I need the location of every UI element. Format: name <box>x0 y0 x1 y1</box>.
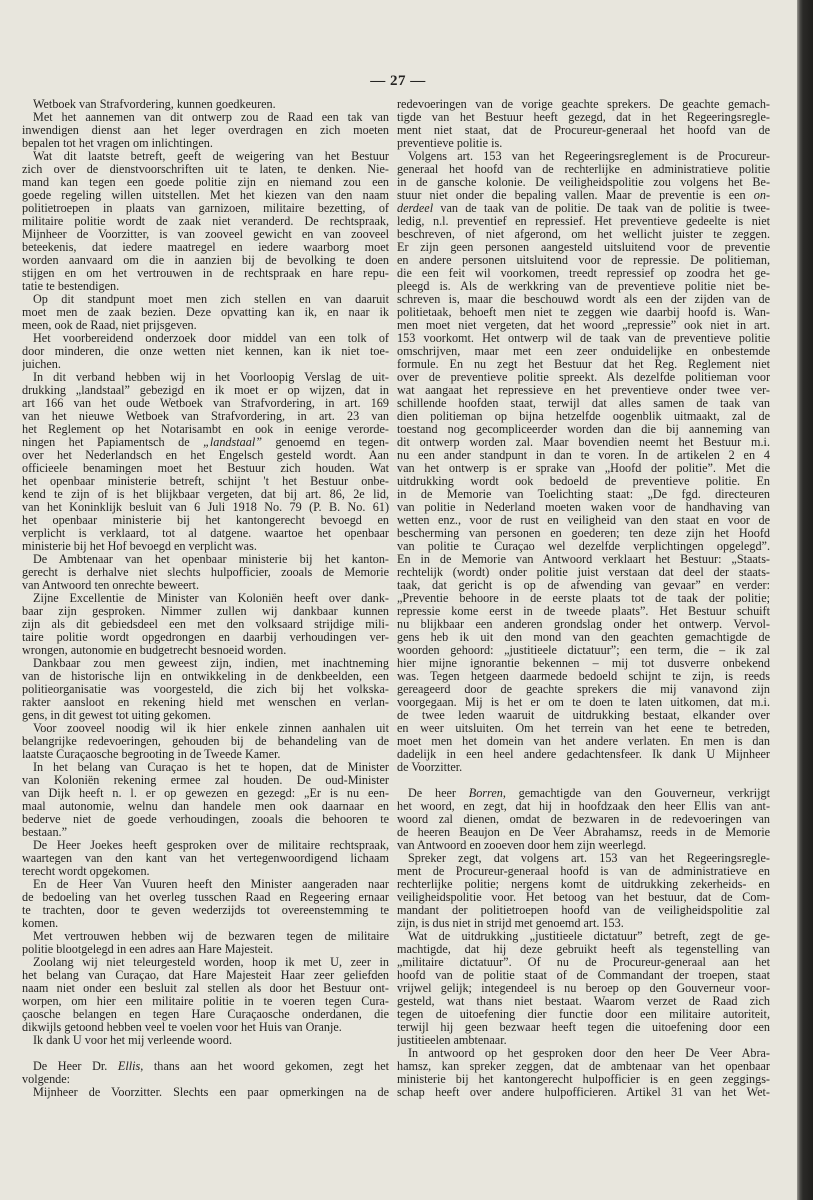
text-line: te trachten, door te geven wederzijds tot overeenstemming te <box>22 904 389 917</box>
paragraph <box>22 761 389 839</box>
text-line: goede regeling willen uitstellen. Met het kiezen van den naam <box>22 189 389 202</box>
text-line: In het belang van Curaçao is het te hopen, dat de Minister <box>33 761 389 774</box>
text-line: pleegd is. Als de werkkring van de preventieve politie niet be- <box>397 280 770 293</box>
text-segment: stuur niet onder die bepaling vallen. Maar de preventie is een <box>397 189 754 202</box>
text-line: beschreven, of niet afgerond, om het wellicht juister te zeggen. <box>397 228 770 241</box>
paragraph <box>22 1034 389 1047</box>
text-line: van het ontwerp is er sprake van „Hoofd der politie”. Met die <box>397 462 770 475</box>
text-line: De Ambtenaar van het openbaar ministerie bij het kanton- <box>33 553 389 566</box>
text-line: Met het aannemen van dit ontwerp zou de Raad een tak van <box>33 111 389 124</box>
text-line: mand kan tegen een goede politie zijn en niemand zou een <box>22 176 389 189</box>
text-line: worden aanvaard om die in aanzien bij de bevolking te doen <box>22 254 389 267</box>
italic-text: derdeel <box>397 202 434 215</box>
text-line: hamsz, kan spreker zeggen, dat de ambtenaar van het openbaar <box>397 1060 770 1073</box>
paragraph <box>397 150 770 774</box>
paragraph <box>22 293 389 332</box>
text-line: verplicht is verklaard, tot al datgene. waartoe het openbaar <box>22 527 389 540</box>
text-line: men moet niet vergeten, dat het woord „repressie” ook niet in art. <box>397 319 770 332</box>
text-line: belangrijke redevoeringen, gehouden bij de behandeling van de <box>22 735 389 748</box>
paragraph <box>22 371 389 553</box>
text-line: van Dijk heeft n. l. er op gewezen en gezegd: „Er is nu een- <box>22 787 389 800</box>
text-line: rechtelijk (wordt) onder politie juist verstaan dat deel der staats- <box>397 566 770 579</box>
text-line: maal autonomie, welnu dan handele men ook daarnaar en <box>22 800 389 813</box>
text-line: En in de Memorie van Antwoord verklaart het Bestuur: „Staats- <box>397 553 770 566</box>
paragraph <box>22 553 389 592</box>
text-line: ment de Procureur-generaal hoofd is van de administratieve en <box>397 865 770 878</box>
text-line: Ik dank U voor het mij verleende woord. <box>33 1034 233 1047</box>
text-line: tigde van het Bestuur heeft gezegd, dat in het Regeeringsregle- <box>397 111 770 124</box>
text-line: hoofd van de politie staat of de Commandant der troepen, staat <box>397 969 770 982</box>
paragraph <box>397 98 770 150</box>
text-line: omschrijven, maar met een zeer onduidelijke en onbestemde <box>397 345 770 358</box>
paragraph <box>22 722 389 761</box>
text-line: bederve niet de goede verhoudingen, zooals die behooren te <box>22 813 389 826</box>
paragraph <box>22 111 389 150</box>
text-line: beteekenis, dat iedere maatregel en iedere waarborg moet <box>22 241 389 254</box>
paragraph <box>22 1086 389 1099</box>
text-line: inwendigen dienst aan het leger overdragen en zich moeten <box>22 124 389 137</box>
text-line <box>22 436 389 449</box>
text-line: dikwijls getoond hebben veel te voelen voor het Huis van Oranje. <box>22 1021 342 1034</box>
text-line: preventieve politie is. <box>397 137 503 150</box>
italic-text: Borren <box>468 787 503 800</box>
text-line: In dit verband hebben wij in het Voorloopig Verslag de uit- <box>33 371 389 384</box>
text-line: moet men de zaak bezien. Deze opvatting kan ik, en naar ik <box>22 306 389 319</box>
text-line: die een feit wil voorkomen, treedt repressief op zoodra het ge- <box>397 267 770 280</box>
text-line: Voor zooveel noodig wil ik hier enkele zinnen aanhalen uit <box>33 722 389 735</box>
text-segment: , gemachtigde van den Gouverneur, verkrijgt <box>502 787 770 800</box>
italic-text: „landstaal” <box>203 436 262 449</box>
paragraph <box>22 956 389 1034</box>
text-line: Het voorbereidend onderzoek door middel van een tolk of <box>33 332 389 345</box>
text-line: schap heeft over andere hulpofficieren. Artikel 31 van het Wet- <box>397 1086 770 1099</box>
text-line: en andere personen uitsluitend voor de repressie. De politieman, <box>397 254 770 267</box>
text-line: baar zijn gesproken. Nimmer zullen wij dankbaar kunnen <box>22 605 389 618</box>
paragraph <box>22 98 389 111</box>
text-line: politietroepen in plaats van garnizoen, militaire bezetting, of <box>22 202 389 215</box>
text-line: gerecht is derhalve niet slechts hulpofficier, zooals de Memorie <box>22 566 389 579</box>
speaker-paragraph <box>397 787 770 852</box>
text-line: gens heb ik uit den mond van den geachten gemachtigde de <box>397 631 770 644</box>
text-line <box>22 1060 389 1073</box>
text-segment: De Heer Dr. <box>33 1060 118 1073</box>
text-line: moet men het domein van het andere verlaten. En men is dan <box>397 735 770 748</box>
text-line: van Antwoord en zooeven door hem zijn weerlegd. <box>397 839 647 852</box>
text-line: In antwoord op het gesproken door den heer De Veer Abra- <box>408 1047 770 1060</box>
right-column <box>397 98 770 1099</box>
text-line: van Antwoord ten onrechte beweert. <box>22 579 199 592</box>
paragraph <box>22 839 389 878</box>
text-line: de heeren Beaujon en De Veer Abrahamsz, reeds in de Memorie <box>397 826 770 839</box>
text-line: tatie te bestendigen. <box>22 280 120 293</box>
text-line: rakter aansloot en rekening hield met wenschen en verlan- <box>22 696 389 709</box>
text-line: vrijwel gelijk; integendeel is nu beroep op den Gouverneur voor- <box>397 982 770 995</box>
text-line: Wat dit laatste betreft, geeft de weigering van het Bestuur <box>33 150 389 163</box>
text-line: volgende: <box>22 1073 71 1086</box>
text-line: Mijnheer de Voorzitter. Slechts een paar opmerkingen na de <box>33 1086 389 1099</box>
paragraph <box>22 332 389 371</box>
text-segment: van de taak van de politie. De taak van de politie is twee- <box>433 202 770 215</box>
text-line: Zoolang wij niet teleurgesteld worden, hoop ik met U, zeer in <box>33 956 389 969</box>
text-line: van het Koninklijk besluit van 6 Juli 1918 No. 79 (P. B. No. 61) <box>22 501 389 514</box>
text-line: woord zal dienen, omdat de bezwaren in de redevoeringen van <box>397 813 770 826</box>
text-line: formule. En nu zegt het Bestuur dat het Reg. Reglement niet <box>397 358 770 371</box>
text-line: Mijnheer de Voorzitter, is van zooveel gewicht en van zooveel <box>22 228 389 241</box>
paragraph <box>397 1047 770 1099</box>
text-line: zijn, is dus niet in strijd met genoemd art. 153. <box>397 917 624 930</box>
text-line: en weer uitsluiten. Om het terrein van het eene te betreden, <box>397 722 770 735</box>
text-line: woorden gehoord: „justitieele dictatuur”; een term, die – ik zal <box>397 644 770 657</box>
text-line: Zijne Excellentie de Minister van Koloniën heeft over dank- <box>33 592 389 605</box>
text-line: voorgegaan. Mij is het er om te doen te laten uitkomen, dat m.i. <box>397 696 770 709</box>
text-line: gesteld, wat thans niet bestaat. Waarom verzet de Raad zich <box>397 995 770 1008</box>
text-line: laatste Curaçaosche begrooting in de Tweede Kamer. <box>22 748 281 761</box>
paragraph <box>22 930 389 956</box>
text-line: mandant der politietroepen hoofd van de veiligheidspolitie zal <box>397 904 770 917</box>
text-line: Wetboek van Strafvordering, kunnen goedkeuren. <box>33 98 276 111</box>
text-line: „Preventie behoore in de eerste plaats tot de taak der politie; <box>397 592 770 605</box>
text-line: nu een ander standpunt in dan te voren. In de artikelen 2 en 4 <box>397 449 770 462</box>
text-line: de Voorzitter. <box>397 761 463 774</box>
text-line: terecht wordt opgekomen. <box>22 865 150 878</box>
text-line: van de historische lijn en ontwikkeling in de denkbeelden, een <box>22 670 389 683</box>
text-line: machtigde, dat hij deze gebruikt heeft als tegenstelling van <box>397 943 770 956</box>
text-line: hier mijne ignorantie bekennen – mij tot dusverre onbekend <box>397 657 770 670</box>
text-line <box>397 202 770 215</box>
text-line: komen. <box>22 917 59 930</box>
italic-text: on- <box>753 189 770 202</box>
text-line: bescherming van personen en goederen; ten deze zijn het Hoofd <box>397 527 770 540</box>
text-line: ministerie bij het Hof bevoegd en verplicht was. <box>22 540 257 553</box>
text-line: ministerie bij het kantongerecht hulpofficier is en geen zeggings- <box>397 1073 770 1086</box>
paragraph <box>397 930 770 1047</box>
text-line: wrongen, autonomie en budgetrecht besnoeid worden. <box>22 644 287 657</box>
text-line: nu blijkbaar een anderen grondslag onder het ontwerp. Vervol- <box>397 618 770 631</box>
text-segment: ningen het Papiamentsch de <box>22 436 204 449</box>
text-line: taak, dat gericht is op de afwending van gevaar” en verder: <box>397 579 770 592</box>
text-line: 153 voorkomt. Het ontwerp wil de taak van de preventieve politie <box>397 332 770 345</box>
text-line: Met vertrouwen hebben wij de bezwaren tegen de militaire <box>33 930 389 943</box>
scan-edge <box>797 0 813 1200</box>
text-line: rechterlijke politie; nergens komt de uitdrukking zekerheids- en <box>397 878 770 891</box>
text-line: Op dit standpunt moet men zich stellen en van daaruit <box>33 293 389 306</box>
text-line <box>397 787 770 800</box>
text-line: wat aangaat het repressieve en het preventieve onder twee ver- <box>397 384 770 397</box>
text-line: politie blootgelegd in een adres aan Hare Majesteit. <box>22 943 274 956</box>
text-line: van Koloniën rekening ermee zal houden. De oud-Minister <box>22 774 389 787</box>
text-line: Dankbaar zou men geweest zijn, indien, met inachtneming <box>33 657 389 670</box>
text-line: van politie in Nederland moeten waken voor de handhaving van <box>397 501 770 514</box>
text-line: over het Nederlandsch en het Engelsch gesteld wordt. Aan <box>22 449 389 462</box>
text-line: schreven is, maar die beschouwd wordt als een der zijden van de <box>397 293 770 306</box>
text-line: het belang van Curaçao, dat Hare Majesteit Haar zeer geliefden <box>22 969 389 982</box>
text-line: uitdrukking wordt ook bedoeld de preventieve politie. En <box>397 475 770 488</box>
text-line: redevoeringen van de vorige geachte sprekers. De geachte gemach- <box>397 98 770 111</box>
left-column <box>22 98 389 1099</box>
text-line: De Heer Joekes heeft gesproken over de militaire rechtspraak, <box>33 839 389 852</box>
text-line: over de preventieve politie spreekt. Als dezelfde politieman voor <box>397 371 770 384</box>
text-line: ment niet staat, dat de Procureur-generaal het hoofd van de <box>397 124 770 137</box>
text-line: terwijl hij geen bezwaar heeft tegen die uitoefening door een <box>397 1021 770 1034</box>
text-line: „militaire dictatuur”. Of nu de Procureur-generaal aan het <box>397 956 770 969</box>
text-line: het openbaar ministerie betreft, schijnt 't het Bestuur onbe- <box>22 475 389 488</box>
text-line: Er zijn geen personen aangesteld uitsluitend voor de preventie <box>397 241 770 254</box>
text-line: gereageerd door de geachte sprekers die mij vanavond zijn <box>397 683 770 696</box>
text-line: in de gansche kolonie. De veiligheidspolitie zou volgens het Be- <box>397 176 770 189</box>
text-line: van het nieuwe Wetboek van Strafvordering, in art. 23 van <box>22 410 389 423</box>
paragraph <box>397 852 770 930</box>
text-line: politieorganisatie was voorgesteld, die zich bij het volkska- <box>22 683 389 696</box>
text-line: in de Memorie van Toelichting staat: „De fgd. directeuren <box>397 488 770 501</box>
text-line <box>397 189 770 202</box>
text-line: officieele benamingen moet het Bestuur zich houden. Wat <box>22 462 389 475</box>
text-line: drukking „landstaal” gebezigd en ik moet er op wijzen, dat in <box>22 384 389 397</box>
page-number: — 27 — <box>370 73 426 89</box>
text-line: stijgen en om het vertrouwen in de rechtspraak en hare repu- <box>22 267 389 280</box>
text-line: juichen. <box>22 358 61 371</box>
text-line: generaal het hoofd van de rechterlijke en administratieve politie <box>397 163 770 176</box>
text-line: toestand nog gecompliceerder worden dan die bij aanneming van <box>397 423 770 436</box>
text-line: taire politie wordt opgedrongen en daarbij verhoudingen ver- <box>22 631 389 644</box>
text-line: gens, in dit gewest tot uiting gekomen. <box>22 709 211 722</box>
text-line: dien politieman op bijna hetzelfde oogenblik uitmaakt, zal de <box>397 410 770 423</box>
text-line: dadelijk in een heel andere gedachtensfeer. Ik dank U Mijnheer <box>397 748 770 761</box>
text-line: repressie kome eerst in de tweede plaats”. Het Bestuur schuift <box>397 605 770 618</box>
text-line: schillende hoofden staat, terwijl dat alles samen de taak van <box>397 397 770 410</box>
text-line: waartegen van den kant van het vertegenwoordigend lichaam <box>22 852 389 865</box>
text-line: de twee leden waaruit de uitdrukking bestaat, elkander over <box>397 709 770 722</box>
text-line: Volgens art. 153 van het Regeeringsreglement is de Procureur- <box>408 150 770 163</box>
text-line: bepalen tot het vragen om inlichtingen. <box>22 137 213 150</box>
text-line: worpen, om hier een militaire politie in te voeren tegen Cura- <box>22 995 389 1008</box>
text-line: dit ontwerp worden zal. Maar bovendien neemt het Bestuur m.i. <box>397 436 770 449</box>
text-line: En de Heer Van Vuuren heeft den Minister aangeraden naar <box>33 878 389 891</box>
text-segment: genoemd en tegen- <box>262 436 389 449</box>
italic-text: Ellis <box>117 1060 141 1073</box>
text-line: bestaan.” <box>22 826 68 839</box>
text-line: de bedoeling van het overleg tusschen Raad en Regeering ernaar <box>22 891 389 904</box>
text-segment: De heer <box>408 787 469 800</box>
text-line: çaosche belangen en tegen Hare Curaçaosche onderdanen, die <box>22 1008 389 1021</box>
paragraph <box>22 657 389 722</box>
text-line: ledig, n.l. preventief en repressief. Het preventieve gedeelte is niet <box>397 215 770 228</box>
text-line: kend te zijn of is het blijkbaar vergeten, dat bij art. 86, 2e lid, <box>22 488 389 501</box>
paragraph <box>22 878 389 930</box>
text-line: het Reglement op het Notarisambt en ook in eenige verorde- <box>22 423 389 436</box>
text-line: wetten enz., voor de rust en veiligheid van den staat en voor de <box>397 514 770 527</box>
text-line: zich over de dienstvoorschriften uit te laten, te denken. Nie- <box>22 163 389 176</box>
text-line: naam niet onder een besluit zal stellen als door het Bestuur ont- <box>22 982 389 995</box>
text-line: zijn als dit gebiedsdeel een met den volksaard strijdige mili- <box>22 618 389 631</box>
text-line: politietaak, behoeft men niet te zeggen wie daarbij hoofd is. Wan- <box>397 306 770 319</box>
text-line: meen, ook de Raad, niet prijsgeven. <box>22 319 197 332</box>
text-line: het woord, en zegt, dat hij in hoofdzaak den heer Ellis van ant- <box>397 800 770 813</box>
text-line: justitieelen ambtenaar. <box>397 1034 507 1047</box>
text-segment: , thans aan het woord gekomen, zegt het <box>140 1060 389 1073</box>
text-line: tegen de uitoefening dier functie door een militaire autoriteit, <box>397 1008 770 1021</box>
text-line: Spreker zegt, dat volgens art. 153 van het Regeeringsregle- <box>408 852 770 865</box>
text-line: het openbaar ministerie bij het kantongerecht bevoegd en <box>22 514 389 527</box>
speaker-paragraph <box>22 1060 389 1086</box>
text-line: art 166 van het oude Wetboek van Strafvordering, in art. 169 <box>22 397 389 410</box>
paragraph <box>22 592 389 657</box>
text-line: van politie te Curaçao wel dezelfde verplichtingen opgelegd”. <box>397 540 770 553</box>
text-line: veiligheidspolitie voor. Het betoog van het bestuur, dat de Com- <box>397 891 770 904</box>
text-line: Wat de uitdrukking „justitieele dictatuur” betreft, zegt de ge- <box>408 930 770 943</box>
text-line: door minderen, die onze wetten niet kennen, kan ik niet toe- <box>22 345 389 358</box>
text-line: was. Tegen hetgeen daarmede bedoeld schijnt te zijn, is reeds <box>397 670 770 683</box>
text-line: militaire politie wordt de zaak niet veranderd. De rechtspraak, <box>22 215 389 228</box>
paragraph <box>22 150 389 293</box>
